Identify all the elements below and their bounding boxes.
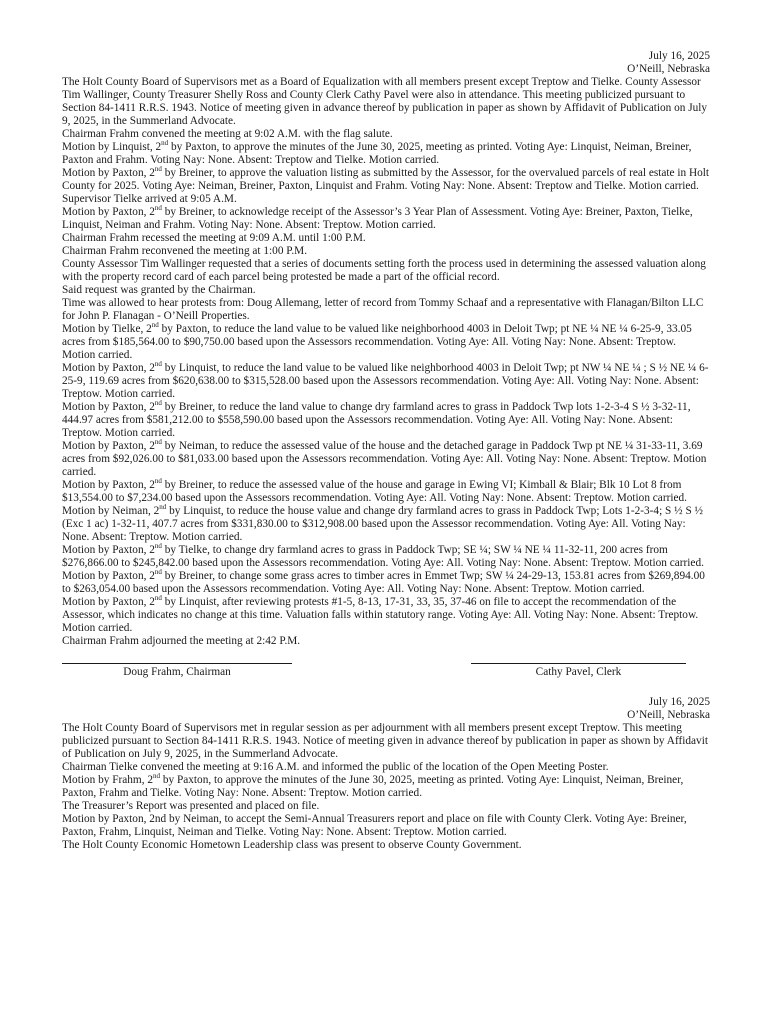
chairman-signature: [62, 656, 292, 679]
clerk-name: Cathy Pavel, Clerk: [535, 666, 622, 678]
paragraph: The Treasurer’s Report was presented and placed on file.: [62, 800, 320, 812]
paragraph: Motion by Paxton, 2nd by Tielke, to change dry farmland acres to grass in Paddock Twp; SE ¼; SW ¼ NE ¼ 11-32-11, 200 acres from $276,866.00 to $245,842.00 based upon the Assessors recommendation. Voting Aye: All. Voting Nay: None. Absent: Treptow. Motion carried.: [62, 542, 704, 569]
paragraph: Time was allowed to hear protests from: Doug Allemang, letter of record from Tommy Schaaf and a representative with Flanagan/Bilton LLC for John P. Flanagan - O’Neill Properties.: [62, 297, 704, 322]
paragraph: Motion by Neiman, 2nd by Linquist, to reduce the house value and change dry farmland acres to grass in Paddock Twp; Lots 1-2-3-4; S ½ S ½ (Exc 1 ac) 1-32-11, 407.7 acres from $331,830.00 to $312,908.00 based upon the Assessor recommendation. Voting Aye: All. Voting Nay: None. Absent: Treptow. Motion carried.: [62, 503, 704, 543]
minutes-page: [62, 50, 710, 852]
paragraph: County Assessor Tim Wallinger requested that a series of documents setting forth the process used in determining the assessed valuation along with the property record card of each parcel being protested be made a part of the official record.: [62, 258, 706, 283]
meeting-1-place: O’Neill, Nebraska: [627, 63, 710, 75]
meeting-1: [62, 50, 710, 688]
paragraph: Motion by Paxton, 2nd by Neiman, to accept the Semi-Annual Treasurers report and place on file with County Clerk. Voting Aye: Breiner, Paxton, Frahm, Linquist, Neiman and Tielke. Voting Nay: None. Absent: Treptow. Motion carried.: [62, 813, 687, 838]
signature-block: [62, 656, 710, 688]
paragraph: Motion by Paxton, 2nd by Breiner, to approve the valuation listing as submitted by the Assessor, for the overvalued parcels of real estate in Holt County for 2025. Voting Aye: Neiman, Breiner, Paxton, Linquist and Frahm. Voting Nay: None. Absent: Treptow and Tielke. Motion carried.: [62, 165, 710, 192]
paragraph: Motion by Paxton, 2nd by Breiner, to change some grass acres to timber acres in Emmet Twp; SW ¼ 24-29-13, 153.81 acres from $269,894.00 to $263,054.00 based upon the Assessors recommendation. Voting Aye: All. Voting Nay: None. Absent: Treptow. Motion carried.: [62, 568, 705, 595]
paragraph: Chairman Frahm reconvened the meeting at 1:00 P.M.: [62, 245, 308, 257]
paragraph: Motion by Paxton, 2nd by Breiner, to reduce the land value to change dry farmland acres to grass in Paddock Twp lots 1-2-3-4 S ½ 3-32-11, 444.97 acres from $581,212.00 to $558,590.00 based upon the Assessors recommendation. Voting Aye: All. Voting Nay: None. Absent: Treptow. Motion carried.: [62, 399, 691, 439]
meeting-1-date: July 16, 2025: [648, 50, 710, 62]
paragraph: Chairman Frahm adjourned the meeting at 2:42 P.M.: [62, 635, 301, 647]
signature-line: [471, 663, 686, 664]
meeting-2-date: July 16, 2025: [648, 696, 710, 708]
meeting-2: [62, 696, 710, 852]
chairman-name: Doug Frahm, Chairman: [123, 666, 231, 678]
meeting-2-place: O’Neill, Nebraska: [627, 709, 710, 721]
paragraph: Motion by Tielke, 2nd by Paxton, to reduce the land value to be valued like neighborhood 4003 in Deloit Twp; pt NE ¼ NE ¼ 6-25-9, 33.05 acres from $185,564.00 to $90,750.00 based upon the Assessors recommendation. Voting Aye: All. Voting Nay: None. Absent: Treptow. Motion carried.: [62, 321, 692, 361]
paragraph: Chairman Frahm recessed the meeting at 9:09 A.M. until 1:00 P.M.: [62, 232, 366, 244]
meeting-2-body: [62, 722, 710, 852]
paragraph: Motion by Paxton, 2nd by Linquist, after reviewing protests #1-5, 8-13, 17-31, 33, 35, 37-46 on file to accept the recommendation of the Assessor, which indicates no change at this time. Valuation falls within statutory range. Voting Aye: All. Voting Nay: None. Absent: Treptow. Motion carried.: [62, 594, 699, 634]
paragraph: Chairman Frahm convened the meeting at 9:02 A.M. with the flag salute.: [62, 128, 393, 140]
paragraph: Supervisor Tielke arrived at 9:05 A.M.: [62, 193, 237, 205]
paragraph: The Holt County Board of Supervisors met as a Board of Equalization with all members present except Treptow and Tielke. County Assessor Tim Wallinger, County Treasurer Shelly Ross and County Clerk Cathy Pavel were also in attendance. This meeting publicized pursuant to Section 84-1411 R.R.S. 1943. Notice of meeting given in advance thereof by publication in paper as shown by Affidavit of Publication on July 9, 2025, in the Summerland Advocate.: [62, 76, 708, 127]
paragraph: Said request was granted by the Chairman.: [62, 284, 256, 296]
paragraph: Motion by Paxton, 2nd by Breiner, to acknowledge receipt of the Assessor’s 3 Year Plan of Assessment. Voting Aye: Breiner, Paxton, Tielke, Linquist, Neiman and Frahm. Voting Nay: None. Absent: Treptow. Motion carried.: [62, 204, 693, 231]
paragraph: Motion by Paxton, 2nd by Neiman, to reduce the assessed value of the house and the detached garage in Paddock Twp pt NE ¼ 31-33-11, 3.69 acres from $92,026.00 to $81,033.00 based upon the Assessors recommendation. Voting Aye: All. Voting Nay: None. Absent: Treptow. Motion carried.: [62, 438, 707, 478]
paragraph: Motion by Paxton, 2nd by Breiner, to reduce the assessed value of the house and garage in Ewing VI; Kimball & Blair; Blk 10 Lot 8 from $13,554.00 to $7,234.00 based upon the Assessors recommendation. Voting Aye: All. Voting Nay: None. Absent: Treptow. Motion carried.: [62, 477, 687, 504]
paragraph: The Holt County Board of Supervisors met in regular session as per adjournment with all members present except Treptow. This meeting publicized pursuant to Section 84-1411 R.R.S. 1943. Notice of meeting given in advance thereof by publication in paper as shown by Affidavit of Publication on July 9, 2025, in the Summerland Advocate.: [62, 722, 708, 760]
meeting-1-body: [62, 76, 710, 648]
paragraph: Motion by Linquist, 2nd by Paxton, to approve the minutes of the June 30, 2025, meeting as printed. Voting Aye: Linquist, Neiman, Breiner, Paxton and Frahm. Voting Nay: None. Absent: Treptow and Tielke. Motion carried.: [62, 139, 692, 166]
paragraph: Motion by Frahm, 2nd by Paxton, to approve the minutes of the June 30, 2025, meeting as printed. Voting Aye: Linquist, Neiman, Breiner, Paxton, Frahm and Tielke. Voting Nay: None. Absent: Treptow. Motion carried.: [62, 772, 684, 799]
paragraph: The Holt County Economic Hometown Leadership class was present to observe County Government.: [62, 839, 522, 851]
clerk-signature: [471, 656, 686, 679]
paragraph: Motion by Paxton, 2nd by Linquist, to reduce the land value to be valued like neighborhood 4003 in Deloit Twp; pt NW ¼ NE ¼ ; S ½ NE ¼ 6-25-9, 119.69 acres from $620,638.00 to $315,528.00 based upon the Assessors recommendation. Voting Aye: All. Voting Nay: None. Absent: Treptow. Motion carried.: [62, 360, 709, 400]
signature-line: [62, 663, 292, 664]
paragraph: Chairman Tielke convened the meeting at 9:16 A.M. and informed the public of the location of the Open Meeting Poster.: [62, 761, 609, 773]
